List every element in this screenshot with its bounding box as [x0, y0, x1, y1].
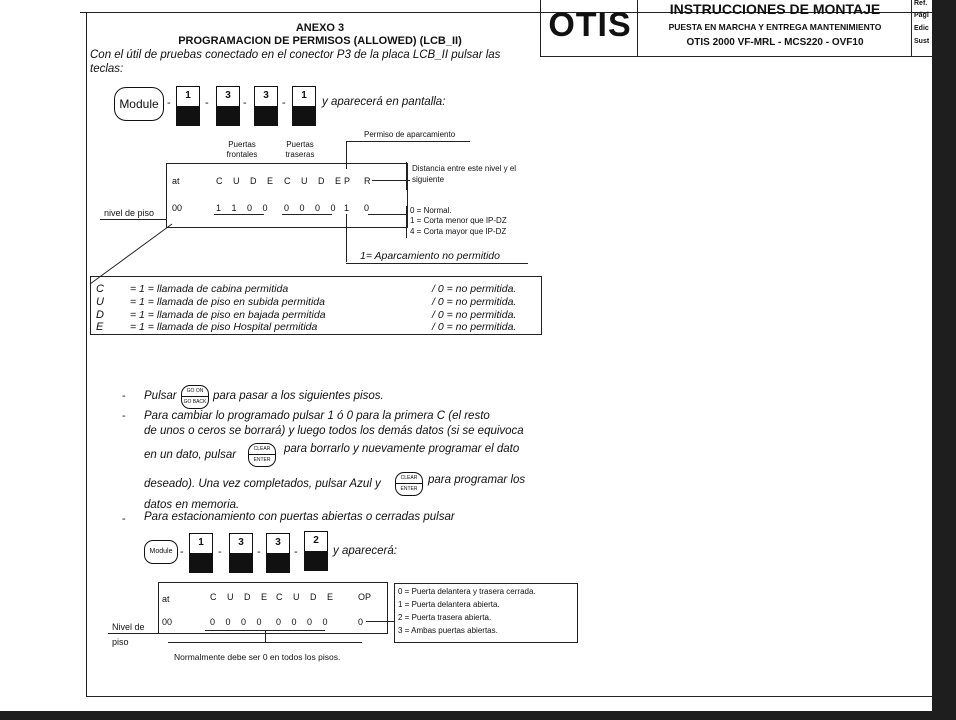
display2-note: Normalmente debe ser 0 en todos los pisos.: [174, 652, 341, 662]
viewer-right-edge: [932, 0, 956, 720]
r-pointer-line: [372, 180, 410, 181]
key-3: 3: [266, 533, 290, 573]
r-value-pointer: [368, 214, 406, 215]
key-1: 1: [292, 86, 316, 126]
separator: -: [167, 97, 171, 109]
bullet2-line4-pre: deseado). Una vez completados, pulsar Azul y: [144, 478, 381, 490]
bullet2-line1: Para cambiar lo programado pulsar 1 ó 0 para la primera C (el resto: [144, 410, 490, 422]
intro-text: Con el útil de pruebas conectado en el conector P3 de la placa LCB_II pulsar las teclas:: [90, 49, 501, 75]
module-button-2: Module: [144, 540, 178, 564]
display2-floor: 00: [162, 617, 173, 627]
separator: -: [205, 97, 209, 109]
display2-rear-header: C U D E: [276, 592, 338, 602]
distance-label: Distancia entre este nivel y el siguiente: [412, 164, 517, 184]
r-option-0: 0 = Normal.: [410, 206, 452, 215]
bullet2-line3-post: para borrarlo y nuevamente programar el dato: [284, 443, 520, 455]
bullet2-line4-post: para programar los: [428, 474, 526, 486]
header-divider-1: [637, 0, 638, 56]
legend-text-u: = 1 = llamada de piso en subida permitida: [130, 296, 325, 308]
front-values-underline: [214, 214, 264, 215]
bullet1-post: para pasar a los siguientes pisos.: [213, 390, 384, 402]
clear-enter-button: CLEAR ENTER: [248, 443, 276, 467]
display1-p: P: [344, 176, 351, 186]
sequence1-after: y aparecerá en pantalla:: [322, 96, 446, 108]
frame-bottom-line: [86, 696, 932, 697]
viewer-bottom-edge: [0, 711, 932, 720]
key-1: 1: [176, 86, 200, 126]
header-model: OTIS 2000 VF-MRL - MCS220 - OVF10: [686, 37, 864, 48]
display2-rear-values: 0 0 0 0: [276, 617, 332, 627]
display1-box: [166, 163, 408, 228]
display2-box: [158, 582, 388, 634]
sequence2-after: y aparecerá:: [333, 545, 397, 557]
display1-rear-header: C U D E: [284, 176, 346, 186]
side-label-edic: Edic: [914, 25, 929, 32]
key-1: 1: [189, 533, 213, 573]
clear-enter-button: CLEAR ENTER: [395, 472, 423, 496]
parking-note: 1= Aparcamiento no permitido: [360, 250, 500, 262]
display1-r: R: [364, 176, 371, 186]
display2-at: at: [162, 594, 170, 604]
legend-letter-c: C: [96, 283, 104, 295]
bullet1-pre: Pulsar: [144, 390, 177, 402]
legend-letter-e: E: [96, 321, 104, 333]
legend-letter-d: D: [96, 309, 104, 321]
floor-level-line-2: [108, 633, 158, 634]
parking-note-underline: [346, 263, 528, 264]
side-label-ref: Ref.: [914, 0, 928, 7]
legend-text-e: = 1 = llamada de piso Hospital permitida: [130, 321, 318, 333]
floor-level-label: nivel de piso: [104, 208, 155, 218]
floor-level-label-2b: piso: [112, 637, 129, 647]
key-2: 2: [304, 531, 328, 571]
header-subtitle: PUESTA EN MARCHA Y ENTREGA MANTENIMIENTO: [668, 22, 882, 32]
legend-text-d: = 1 = llamada de piso en bajada permitida: [130, 309, 326, 321]
display2-note-drop: [265, 630, 266, 642]
module-button-1: Module: [114, 87, 164, 121]
display1-floor: 00: [172, 203, 183, 213]
r-option-1: 1 = Corta menor que IP-DZ: [410, 216, 507, 225]
op-option-0: 0 = Puerta delantera y trasera cerrada.: [398, 587, 536, 596]
display1-rear-values: 0 0 0 0: [284, 203, 340, 213]
display2-front-values: 0 0 0 0: [210, 617, 266, 627]
bullet3-text: Para estacionamiento con puertas abiertas o cerradas pulsar: [144, 511, 455, 523]
p-value-drop: [346, 214, 347, 262]
display1-front-header: C U D E: [216, 176, 278, 186]
legend-no-e: / 0 = no permitida.: [432, 321, 517, 333]
legend-letter-u: U: [96, 296, 104, 308]
bullet-dash: -: [122, 410, 126, 422]
separator: -: [218, 546, 222, 558]
bullet-dash: -: [122, 390, 126, 402]
op-option-2: 2 = Puerta trasera abierta.: [398, 613, 492, 622]
side-label-sust: Sust: [914, 38, 930, 45]
display2-op: OP: [358, 592, 372, 602]
distance-bracket: [406, 162, 407, 190]
bullet2-line5: datos en memoria.: [144, 499, 240, 511]
separator: -: [282, 97, 286, 109]
separator: -: [243, 97, 247, 109]
r-option-4: 4 = Corta mayor que IP-DZ: [410, 227, 507, 236]
display2-op-pointer: [366, 621, 394, 622]
display2-front-header: C U D E: [210, 592, 272, 602]
go-on-go-back-button: GO ON GO BACK: [181, 385, 209, 409]
side-label-pag: Pági: [914, 12, 929, 19]
display2-op-value: 0: [358, 617, 364, 627]
label-parking-permit: Permiso de aparcamiento: [364, 130, 456, 139]
display1-front-values: 1 1 0 0: [216, 203, 272, 213]
display2-note-bracket: [168, 642, 362, 643]
rear-values-underline: [282, 214, 332, 215]
legend-no-c: / 0 = no permitida.: [432, 283, 517, 295]
parking-label-underline: [346, 141, 470, 142]
brand-logo: OTIS: [548, 6, 632, 44]
op-option-3: 3 = Ambas puertas abiertas.: [398, 626, 498, 635]
display1-p-value: 1: [344, 203, 350, 213]
label-front-doors: Puertas frontales: [226, 140, 258, 159]
bullet2-line3-pre: en un dato, pulsar: [144, 449, 237, 461]
bullet2-line2: de unos o ceros se borrará) y luego todos los demás datos (si se equivoca: [144, 425, 524, 437]
separator: -: [180, 546, 184, 558]
separator: -: [294, 546, 298, 558]
bullet-dash: -: [122, 513, 126, 525]
op-option-1: 1 = Puerta delantera abierta.: [398, 600, 500, 609]
r-options-bracket: [406, 206, 407, 238]
floor-level-line: [100, 219, 166, 220]
display1-at: at: [172, 176, 180, 186]
legend-no-u: / 0 = no permitida.: [432, 296, 517, 308]
separator: -: [257, 546, 261, 558]
display1-r-value: 0: [364, 203, 370, 213]
key-3: 3: [254, 86, 278, 126]
annex-title: ANEXO 3: [295, 22, 345, 34]
section-heading: PROGRAMACION DE PERMISOS (ALLOWED) (LCB_II): [178, 35, 462, 47]
header-divider-2: [911, 0, 912, 56]
legend-no-d: / 0 = no permitida.: [432, 309, 517, 321]
key-3: 3: [216, 86, 240, 126]
frame-left-line: [86, 12, 87, 697]
key-3: 3: [229, 533, 253, 573]
label-rear-doors: Puertas traseras: [285, 140, 315, 159]
header-title: INSTRUCCIONES DE MONTAJE: [669, 1, 881, 17]
floor-level-label-2: Nivel de: [112, 622, 145, 632]
legend-text-c: = 1 = llamada de cabina permitida: [130, 283, 289, 295]
